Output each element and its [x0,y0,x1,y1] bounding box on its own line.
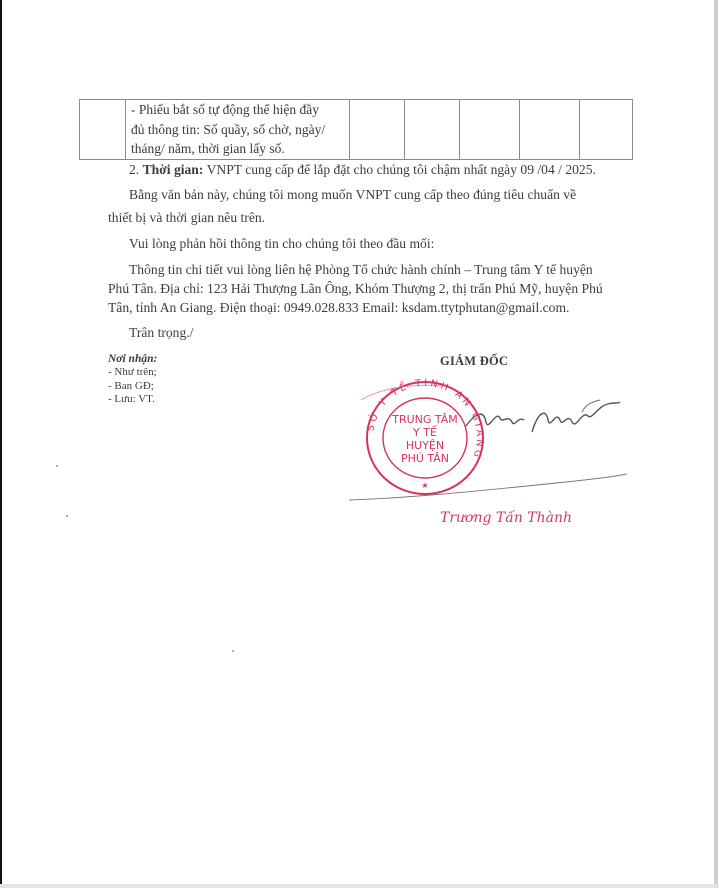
time-label: Thời gian: [142,162,204,177]
table-row [80,100,633,160]
description-line: tháng/ năm, thời gian lấy số. [131,141,285,157]
paragraph-line: Vui lòng phản hồi thông tin cho chúng tôi theo đầu mối: [129,236,435,251]
closing-text: Trân trọng./ [129,325,194,340]
requirements-table [79,99,633,160]
table-cell [350,100,405,160]
table-cell-description [126,100,350,160]
paragraph-line: Bằng văn bản này, chúng tôi mong muốn VNPT cung cấp theo đúng tiêu chuẩn về [129,187,577,202]
description-line: - Phiếu bắt số tự động thể hiện đầy [131,102,320,117]
time-section [129,162,596,178]
paragraph-line: Thông tin chi tiết vui lòng liên hệ Phòng Tổ chức hành chính – Trung tâm Y tế huyện [129,262,593,277]
table-cell [580,100,633,160]
recipient-item: - Ban GĐ; [108,379,154,392]
signer-name: Trương Tấn Thành [440,510,573,526]
stamp-line: HUYỆN [405,439,445,452]
table-cell [520,100,580,160]
stamp-star-icon: ★ [421,481,429,490]
table-cell [460,100,520,160]
scan-speck [56,465,58,467]
stamp-outer-text: SỞ Y TẾ TỈNH AN GIANG [365,378,486,462]
table-cell [405,100,460,160]
time-number: 2. [129,162,140,177]
stamp-line: TRUNG TÂM [392,413,458,426]
paragraph-line: thiết bị và thời gian nêu trên. [108,210,266,225]
recipients-label: Nơi nhận: [108,353,158,365]
stamp-line: PHÚ TÂN [400,452,450,465]
page-edge-right [714,0,718,888]
paragraph-line: Tân, tỉnh An Giang. Điện thoại: 0949.028.833 Email: ksdam.ttytphutan@gmail.com. [108,300,570,315]
scan-speck [232,650,234,652]
recipients-block [108,353,157,407]
time-text: VNPT cung cấp để lắp đặt cho chúng tôi chậm nhất ngày 09 /04 / 2025. [206,162,596,177]
recipient-item: - Lưu: VT. [108,393,155,406]
signature-ink-stroke [347,470,629,510]
page-edge-bottom [0,884,719,888]
director-title: GIÁM ĐỐC [440,354,509,368]
stamp-line: Y TẾ [413,426,437,439]
table-cell-number [80,100,126,160]
scan-speck [66,515,68,517]
page-edge-left [0,0,2,888]
paragraph-line: Phú Tân. Địa chỉ: 123 Hải Thượng Lãn Ông, Khóm Thượng 2, thị trấn Phú Mỹ, huyện Phú [108,281,603,296]
description-line: đủ thông tin: Số quầy, số chờ, ngày/ [131,121,326,137]
recipient-item: - Như trên; [108,366,157,379]
